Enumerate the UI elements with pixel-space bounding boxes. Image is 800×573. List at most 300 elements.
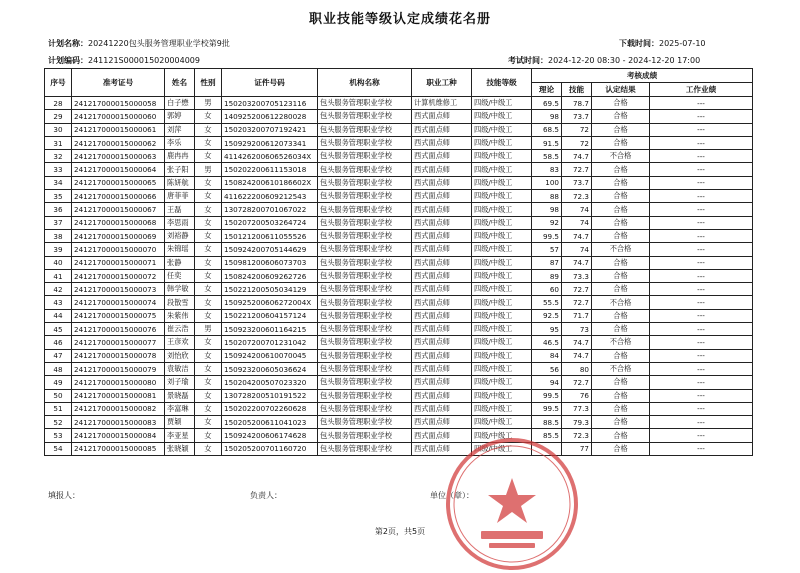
cell-work: ---	[650, 442, 753, 455]
cell-level: 四级/中级工	[472, 123, 532, 136]
cell-name: 韩学敏	[165, 283, 195, 296]
cell-ticket: 241217000015000063	[72, 150, 165, 163]
cell-seq: 46	[45, 336, 72, 349]
header-skill: 技能	[562, 83, 592, 97]
table-row	[45, 110, 753, 123]
cell-skill: 72.7	[562, 283, 592, 296]
cell-id: 150221200505034129	[222, 283, 318, 296]
cell-result: 合格	[592, 163, 650, 176]
cell-work: ---	[650, 190, 753, 203]
cell-org: 包头服务管理职业学校	[318, 429, 412, 442]
cell-skill: 74.7	[562, 150, 592, 163]
cell-gender: 女	[195, 229, 222, 242]
cell-skill: 74.7	[562, 349, 592, 362]
cell-name: 李亚星	[165, 429, 195, 442]
table-row	[45, 243, 753, 256]
cell-id: 150205200611041023	[222, 416, 318, 429]
cell-result: 合格	[592, 416, 650, 429]
cell-org: 包头服务管理职业学校	[318, 229, 412, 242]
header-id: 证件号码	[222, 69, 318, 97]
cell-ticket: 241217000015000079	[72, 362, 165, 375]
cell-name: 王磊	[165, 203, 195, 216]
cell-level: 四级/中级工	[472, 229, 532, 242]
cell-seq: 33	[45, 163, 72, 176]
cell-id: 150202200611153018	[222, 163, 318, 176]
cell-ticket: 241217000015000067	[72, 203, 165, 216]
cell-skill: 79.3	[562, 416, 592, 429]
cell-work: ---	[650, 216, 753, 229]
cell-id: 150929200612073341	[222, 136, 318, 149]
cell-gender: 女	[195, 256, 222, 269]
table-row	[45, 442, 753, 455]
red-official-seal-icon	[443, 435, 581, 573]
cell-theory: 85.5	[532, 429, 562, 442]
cell-id: 150203200707192421	[222, 123, 318, 136]
table-row	[45, 176, 753, 189]
cell-result: 合格	[592, 216, 650, 229]
cell-work: ---	[650, 296, 753, 309]
cell-id: 150207200503264724	[222, 216, 318, 229]
cell-seq: 53	[45, 429, 72, 442]
cell-id: 150925200606272004X	[222, 296, 318, 309]
cell-id: 130728200510191522	[222, 389, 318, 402]
cell-id: 150207200701231042	[222, 336, 318, 349]
unit-seal-label: 单位（章）：	[430, 491, 474, 500]
cell-theory: 58.5	[532, 150, 562, 163]
cell-name: 刘怡欣	[165, 349, 195, 362]
cell-result: 不合格	[592, 150, 650, 163]
cell-job: 西式面点师	[412, 136, 472, 149]
cell-work: ---	[650, 110, 753, 123]
cell-name: 鹿冉冉	[165, 150, 195, 163]
cell-level: 四级/中级工	[472, 150, 532, 163]
table-row	[45, 336, 753, 349]
cell-skill: 74.7	[562, 256, 592, 269]
cell-skill: 72	[562, 123, 592, 136]
header-seq: 序号	[45, 69, 72, 97]
cell-skill: 73.7	[562, 176, 592, 189]
cell-result: 合格	[592, 97, 650, 110]
cell-ticket: 241217000015000082	[72, 402, 165, 415]
cell-org: 包头服务管理职业学校	[318, 216, 412, 229]
cell-job: 计算机维修工	[412, 97, 472, 110]
table-row	[45, 150, 753, 163]
cell-work: ---	[650, 376, 753, 389]
cell-skill: 72.7	[562, 296, 592, 309]
cell-org: 包头服务管理职业学校	[318, 269, 412, 282]
cell-seq: 32	[45, 150, 72, 163]
cell-ticket: 241217000015000076	[72, 323, 165, 336]
cell-name: 段散雪	[165, 296, 195, 309]
cell-id: 150923200601164215	[222, 323, 318, 336]
cell-level: 四级/中级工	[472, 269, 532, 282]
cell-theory: 69.5	[532, 97, 562, 110]
cell-level: 四级/中级工	[472, 416, 532, 429]
cell-seq: 38	[45, 229, 72, 242]
cell-seq: 39	[45, 243, 72, 256]
cell-org: 包头服务管理职业学校	[318, 416, 412, 429]
cell-skill: 72.3	[562, 429, 592, 442]
cell-skill: 74	[562, 243, 592, 256]
cell-skill: 74	[562, 216, 592, 229]
cell-skill: 73.3	[562, 269, 592, 282]
cell-seq: 50	[45, 389, 72, 402]
cell-theory: 46.5	[532, 336, 562, 349]
cell-job: 西式面点师	[412, 416, 472, 429]
table-row	[45, 216, 753, 229]
cell-level: 四级/中级工	[472, 176, 532, 189]
cell-level: 四级/中级工	[472, 376, 532, 389]
cell-job: 西式面点师	[412, 229, 472, 242]
cell-gender: 女	[195, 349, 222, 362]
cell-result: 合格	[592, 136, 650, 149]
cell-gender: 女	[195, 429, 222, 442]
cell-ticket: 241217000015000070	[72, 243, 165, 256]
cell-seq: 30	[45, 123, 72, 136]
cell-id: 411622200609212543	[222, 190, 318, 203]
cell-name: 朱锦瑶	[165, 243, 195, 256]
cell-id: 150924200606174628	[222, 429, 318, 442]
cell-id: 150202200702260628	[222, 402, 318, 415]
cell-result: 不合格	[592, 243, 650, 256]
cell-level: 四级/中级工	[472, 97, 532, 110]
cell-name: 朱紫伟	[165, 309, 195, 322]
cell-id: 150924200610070045	[222, 349, 318, 362]
header-theory: 理论	[532, 83, 562, 97]
cell-org: 包头服务管理职业学校	[318, 402, 412, 415]
cell-seq: 35	[45, 190, 72, 203]
cell-job: 西式面点师	[412, 110, 472, 123]
cell-name: 刘裕静	[165, 229, 195, 242]
cell-level: 四级/中级工	[472, 429, 532, 442]
cell-work: ---	[650, 362, 753, 375]
cell-skill: 72	[562, 136, 592, 149]
cell-ticket: 241217000015000061	[72, 123, 165, 136]
cell-result: 不合格	[592, 362, 650, 375]
cell-level: 四级/中级工	[472, 402, 532, 415]
cell-skill: 76	[562, 389, 592, 402]
cell-seq: 52	[45, 416, 72, 429]
cell-ticket: 241217000015000058	[72, 97, 165, 110]
cell-job: 西式面点师	[412, 163, 472, 176]
download-time-label: 下载时间：	[619, 39, 659, 48]
cell-org: 包头服务管理职业学校	[318, 97, 412, 110]
cell-name: 张晓颖	[165, 442, 195, 455]
cell-level: 四级/中级工	[472, 136, 532, 149]
cell-result: 合格	[592, 349, 650, 362]
cell-job: 西式面点师	[412, 283, 472, 296]
cell-org: 包头服务管理职业学校	[318, 176, 412, 189]
cell-seq: 37	[45, 216, 72, 229]
cell-gender: 女	[195, 216, 222, 229]
cell-ticket: 241217000015000060	[72, 110, 165, 123]
cell-ticket: 241217000015000072	[72, 269, 165, 282]
download-time-value: 2025-07-10	[659, 39, 706, 48]
cell-result: 合格	[592, 283, 650, 296]
cell-seq: 40	[45, 256, 72, 269]
cell-ticket: 241217000015000065	[72, 176, 165, 189]
cell-gender: 女	[195, 203, 222, 216]
cell-org: 包头服务管理职业学校	[318, 283, 412, 296]
cell-gender: 女	[195, 123, 222, 136]
cell-id: 150824200609262726	[222, 269, 318, 282]
cell-result: 合格	[592, 323, 650, 336]
cell-work: ---	[650, 97, 753, 110]
cell-theory: 100	[532, 176, 562, 189]
cell-level: 四级/中级工	[472, 216, 532, 229]
cell-level: 四级/中级工	[472, 190, 532, 203]
cell-level: 四级/中级工	[472, 309, 532, 322]
document-title: 职业技能等级认定成绩花名册	[308, 12, 491, 27]
table-row	[45, 429, 753, 442]
cell-result: 不合格	[592, 296, 650, 309]
cell-work: ---	[650, 150, 753, 163]
cell-theory: 98	[532, 110, 562, 123]
cell-name: 李富琳	[165, 402, 195, 415]
cell-id: 150205200701160720	[222, 442, 318, 455]
cell-theory: 92.5	[532, 309, 562, 322]
cell-org: 包头服务管理职业学校	[318, 376, 412, 389]
cell-name: 李思雨	[165, 216, 195, 229]
cell-work: ---	[650, 402, 753, 415]
cell-gender: 女	[195, 296, 222, 309]
cell-job: 西式面点师	[412, 176, 472, 189]
cell-result: 合格	[592, 256, 650, 269]
cell-org: 包头服务管理职业学校	[318, 203, 412, 216]
cell-seq: 42	[45, 283, 72, 296]
cell-theory: 99.5	[532, 402, 562, 415]
cell-job: 西式面点师	[412, 150, 472, 163]
cell-theory: 88	[532, 190, 562, 203]
cell-skill: 74	[562, 203, 592, 216]
cell-skill: 78.7	[562, 97, 592, 110]
cell-result: 合格	[592, 376, 650, 389]
plan-code-label: 计划编码：	[48, 56, 88, 65]
cell-level: 四级/中级工	[472, 349, 532, 362]
header-name: 姓名	[165, 69, 195, 97]
cell-name: 袁敏洁	[165, 362, 195, 375]
table-row	[45, 323, 753, 336]
cell-work: ---	[650, 269, 753, 282]
cell-seq: 44	[45, 309, 72, 322]
cell-name: 刘子瑜	[165, 376, 195, 389]
cell-ticket: 241217000015000074	[72, 296, 165, 309]
cell-theory: 94	[532, 376, 562, 389]
cell-job: 西式面点师	[412, 323, 472, 336]
cell-org: 包头服务管理职业学校	[318, 389, 412, 402]
cell-name: 唐菲菲	[165, 190, 195, 203]
cell-skill: 71.7	[562, 309, 592, 322]
table-row	[45, 376, 753, 389]
cell-seq: 36	[45, 203, 72, 216]
filler-label: 填报人：	[48, 491, 80, 500]
page-number: 第2页，共5页	[374, 527, 426, 536]
cell-level: 四级/中级工	[472, 110, 532, 123]
table-row	[45, 163, 753, 176]
cell-job: 西式面点师	[412, 309, 472, 322]
cell-job: 西式面点师	[412, 203, 472, 216]
cell-theory: 55.5	[532, 296, 562, 309]
cell-job: 西式面点师	[412, 402, 472, 415]
responsible-label: 负责人：	[250, 491, 282, 500]
cell-job: 西式面点师	[412, 256, 472, 269]
cell-seq: 41	[45, 269, 72, 282]
cell-skill: 72.3	[562, 190, 592, 203]
cell-skill: 74.7	[562, 336, 592, 349]
cell-job: 西式面点师	[412, 269, 472, 282]
cell-skill: 80	[562, 362, 592, 375]
plan-code-value: 241121S000015020004009	[88, 56, 200, 65]
cell-theory: 99.5	[532, 389, 562, 402]
cell-ticket: 241217000015000080	[72, 376, 165, 389]
cell-gender: 女	[195, 269, 222, 282]
cell-name: 李乐	[165, 136, 195, 149]
plan-name-line	[48, 38, 230, 49]
cell-org: 包头服务管理职业学校	[318, 323, 412, 336]
score-roster-table	[44, 68, 753, 456]
cell-level: 四级/中级工	[472, 163, 532, 176]
cell-gender: 女	[195, 402, 222, 415]
cell-level: 四级/中级工	[472, 442, 532, 455]
cell-name: 任奕	[165, 269, 195, 282]
cell-skill: 77.3	[562, 402, 592, 415]
cell-ticket: 241217000015000081	[72, 389, 165, 402]
cell-gender: 女	[195, 336, 222, 349]
cell-id: 150203200705123116	[222, 97, 318, 110]
cell-seq: 49	[45, 376, 72, 389]
cell-seq: 54	[45, 442, 72, 455]
cell-theory: 56	[532, 362, 562, 375]
cell-work: ---	[650, 323, 753, 336]
cell-ticket: 241217000015000064	[72, 163, 165, 176]
cell-work: ---	[650, 256, 753, 269]
cell-org: 包头服务管理职业学校	[318, 256, 412, 269]
cell-seq: 48	[45, 362, 72, 375]
plan-code-line	[48, 55, 200, 66]
cell-ticket: 241217000015000075	[72, 309, 165, 322]
cell-skill: 73.7	[562, 110, 592, 123]
table-row	[45, 123, 753, 136]
cell-theory: 84	[532, 349, 562, 362]
header-level: 技能等级	[472, 69, 532, 97]
cell-ticket: 241217000015000077	[72, 336, 165, 349]
table-row	[45, 190, 753, 203]
cell-name: 贾颖	[165, 416, 195, 429]
cell-gender: 男	[195, 163, 222, 176]
cell-work: ---	[650, 416, 753, 429]
cell-id: 411426200606526034X	[222, 150, 318, 163]
cell-theory: 95	[532, 323, 562, 336]
header-gender: 性别	[195, 69, 222, 97]
cell-org: 包头服务管理职业学校	[318, 150, 412, 163]
cell-org: 包头服务管理职业学校	[318, 190, 412, 203]
header-scores: 考核成绩	[532, 69, 753, 83]
header-result: 认定结果	[592, 83, 650, 97]
cell-level: 四级/中级工	[472, 203, 532, 216]
cell-org: 包头服务管理职业学校	[318, 349, 412, 362]
cell-level: 四级/中级工	[472, 362, 532, 375]
cell-theory: 92	[532, 216, 562, 229]
cell-ticket: 241217000015000078	[72, 349, 165, 362]
cell-job: 西式面点师	[412, 296, 472, 309]
cell-level: 四级/中级工	[472, 283, 532, 296]
cell-result: 合格	[592, 190, 650, 203]
cell-result: 合格	[592, 442, 650, 455]
cell-gender: 女	[195, 283, 222, 296]
header-job: 职业工种	[412, 69, 472, 97]
cell-level: 四级/中级工	[472, 323, 532, 336]
cell-result: 合格	[592, 389, 650, 402]
cell-theory: 83	[532, 163, 562, 176]
cell-name: 崔云浩	[165, 323, 195, 336]
cell-gender: 男	[195, 323, 222, 336]
cell-level: 四级/中级工	[472, 243, 532, 256]
cell-gender: 女	[195, 362, 222, 375]
cell-ticket: 241217000015000083	[72, 416, 165, 429]
cell-theory: 89	[532, 269, 562, 282]
cell-gender: 女	[195, 442, 222, 455]
cell-skill: 77	[562, 442, 592, 455]
cell-work: ---	[650, 309, 753, 322]
cell-job: 西式面点师	[412, 123, 472, 136]
header-org: 机构名称	[318, 69, 412, 97]
cell-id: 150221200604157124	[222, 309, 318, 322]
cell-ticket: 241217000015000062	[72, 136, 165, 149]
cell-work: ---	[650, 136, 753, 149]
cell-job: 西式面点师	[412, 190, 472, 203]
cell-name: 王彦欢	[165, 336, 195, 349]
cell-job: 西式面点师	[412, 243, 472, 256]
cell-name: 张子阳	[165, 163, 195, 176]
cell-id: 150121200611055526	[222, 229, 318, 242]
cell-theory: 57	[532, 243, 562, 256]
exam-time-line	[508, 55, 700, 66]
table-row	[45, 389, 753, 402]
cell-org: 包头服务管理职业学校	[318, 243, 412, 256]
cell-theory: 88.5	[532, 416, 562, 429]
cell-org: 包头服务管理职业学校	[318, 136, 412, 149]
table-row	[45, 296, 753, 309]
table-row	[45, 283, 753, 296]
cell-work: ---	[650, 389, 753, 402]
cell-seq: 43	[45, 296, 72, 309]
cell-id: 150204200507023320	[222, 376, 318, 389]
cell-job: 西式面点师	[412, 376, 472, 389]
plan-name-value: 20241220包头服务管理职业学校第9批	[88, 39, 230, 48]
cell-org: 包头服务管理职业学校	[318, 442, 412, 455]
cell-result: 合格	[592, 269, 650, 282]
exam-time-label: 考试时间：	[508, 56, 548, 65]
table-row	[45, 256, 753, 269]
cell-result: 合格	[592, 203, 650, 216]
table-row	[45, 269, 753, 282]
cell-job: 西式面点师	[412, 349, 472, 362]
cell-result: 合格	[592, 176, 650, 189]
exam-time-value: 2024-12-20 08:30 - 2024-12-20 17:00	[548, 56, 701, 65]
cell-ticket: 241217000015000084	[72, 429, 165, 442]
cell-id: 130728200701067022	[222, 203, 318, 216]
cell-name: 郭婷	[165, 110, 195, 123]
cell-name: 白子懋	[165, 97, 195, 110]
cell-id: 150924200705144629	[222, 243, 318, 256]
cell-ticket: 241217000015000066	[72, 190, 165, 203]
cell-work: ---	[650, 229, 753, 242]
table-row	[45, 203, 753, 216]
cell-seq: 51	[45, 402, 72, 415]
cell-theory: 87	[532, 256, 562, 269]
cell-org: 包头服务管理职业学校	[318, 362, 412, 375]
cell-gender: 女	[195, 243, 222, 256]
